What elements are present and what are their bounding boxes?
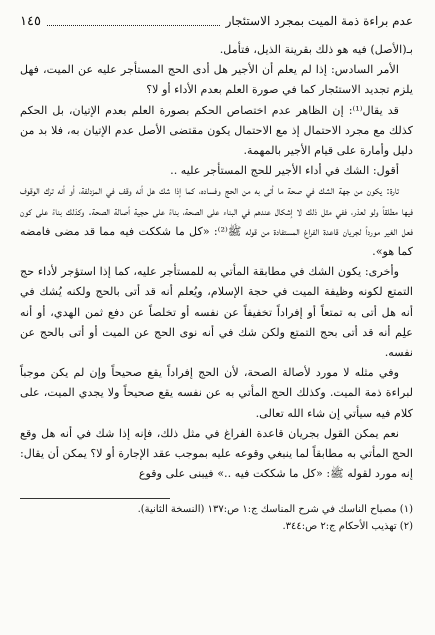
main-text [20, 40, 413, 484]
paragraph-5: تارة: يكون من جهة الشك في صحة ما أتى به من الحج وفساده، كما إذا شك هل أنه وقف في المزدلفة، أو أنه ترك الوقوف فيها مطلقاً ولو لعذر، ففي مثل ذلك لا إشكال عندهم في البناء على الصحة، بناءً على حجية أصالة الصحة. وكذلك بناءً على كون فعل الغير مورداً لجريان قاعدة الفراغ المستفادة من قوله ﷺ⁽²⁾: «كل ما شككت فيه مما قد مضى فامضه كما هو». [20, 184, 413, 259]
footnotes [20, 501, 413, 535]
paragraph-1: بـ(الأصل) فيه هو ذلك بقرينة الذيل، فتأمل. [219, 43, 413, 56]
paragraph-8: نعم يمكن القول بجريان قاعدة الفراغ في مثل ذلك، فإنه إذا شك في أنه هل وقع الحج المأتي به مطابقاً لما ينبغي وقوعه عليه بموجب عقد الإجارة أو لا؟ يمكن أن يقال: إنه مورد لقوله ﷺ: «كل ما شككت فيه ..» فيبنى على وقوع [20, 426, 413, 481]
footnote-separator [20, 498, 170, 499]
running-header [20, 10, 413, 32]
paragraph-2: الأمر السادس: إذا لم يعلم أن الأجير هل أدى الحج المستأجر عليه عن الميت، فهل يلزم تجديد الاستئجار كما في صورة العلم بعدم الأداء أو لا؟ [20, 63, 413, 97]
paragraph-3: قد يقال⁽¹⁾: إن الظاهر عدم اختصاص الحكم بصورة العلم بعدم الإتيان، بل الحكم كذلك مع مجرد الاحتمال إذ مع الاحتمال يكون مقتضى الأصل عدم الإتيان به، فلا بد من دليل وأمارة على قيام الأجير بالمهمة. [20, 103, 413, 158]
paragraph-7: وفي مثله لا مورد لأصالة الصحة، لأن الحج إفراداً يقع صحيحاً وإن لم يكن موجباً لبراءة ذمة الميت. وكذلك الحج المأتي به عن نفسه يقع صحيحاً ولا يجدي الميت، على كلام فيه سيأتي إن شاء الله تعالى. [20, 366, 413, 420]
footnote-1: (١) مصباح الناسك في شرح المناسك ج:١ ص:١٣٧ (النسخة الثانية). [137, 504, 413, 516]
header-title: عدم براءة ذمة الميت بمجرد الاستئجار [225, 14, 413, 28]
footnote-2: (٢) تهذيب الأحكام ج:٢ ص:٣٤٤. [282, 521, 413, 533]
page-number: ١٤٥ [20, 13, 41, 29]
header-dot-leader [47, 17, 220, 26]
paragraph-6: وأخرى: يكون الشك في مطابقة المأتي به للمستأجر عليه، كما إذا استؤجر لأداء حج التمتع لكونه وظيفة الميت في حجة الإسلام، ويُعلم أنه قد أتى بالحج ولكنه يُشك في أنه هل أتى به تمتعاً أو إفراداً تخفيفاً عن نفسه أو تخلصاً عن دفع ثمن الهدي، أو أنه علِم أنه قد أتى بحج التمتع ولكن شك في أنه نوى الحج عن الميت أو أتى بالحج عن نفسه. [20, 265, 413, 360]
paragraph-4: أقول: الشك في أداء الأجير للحج المستأجر عليه .. [170, 164, 399, 178]
